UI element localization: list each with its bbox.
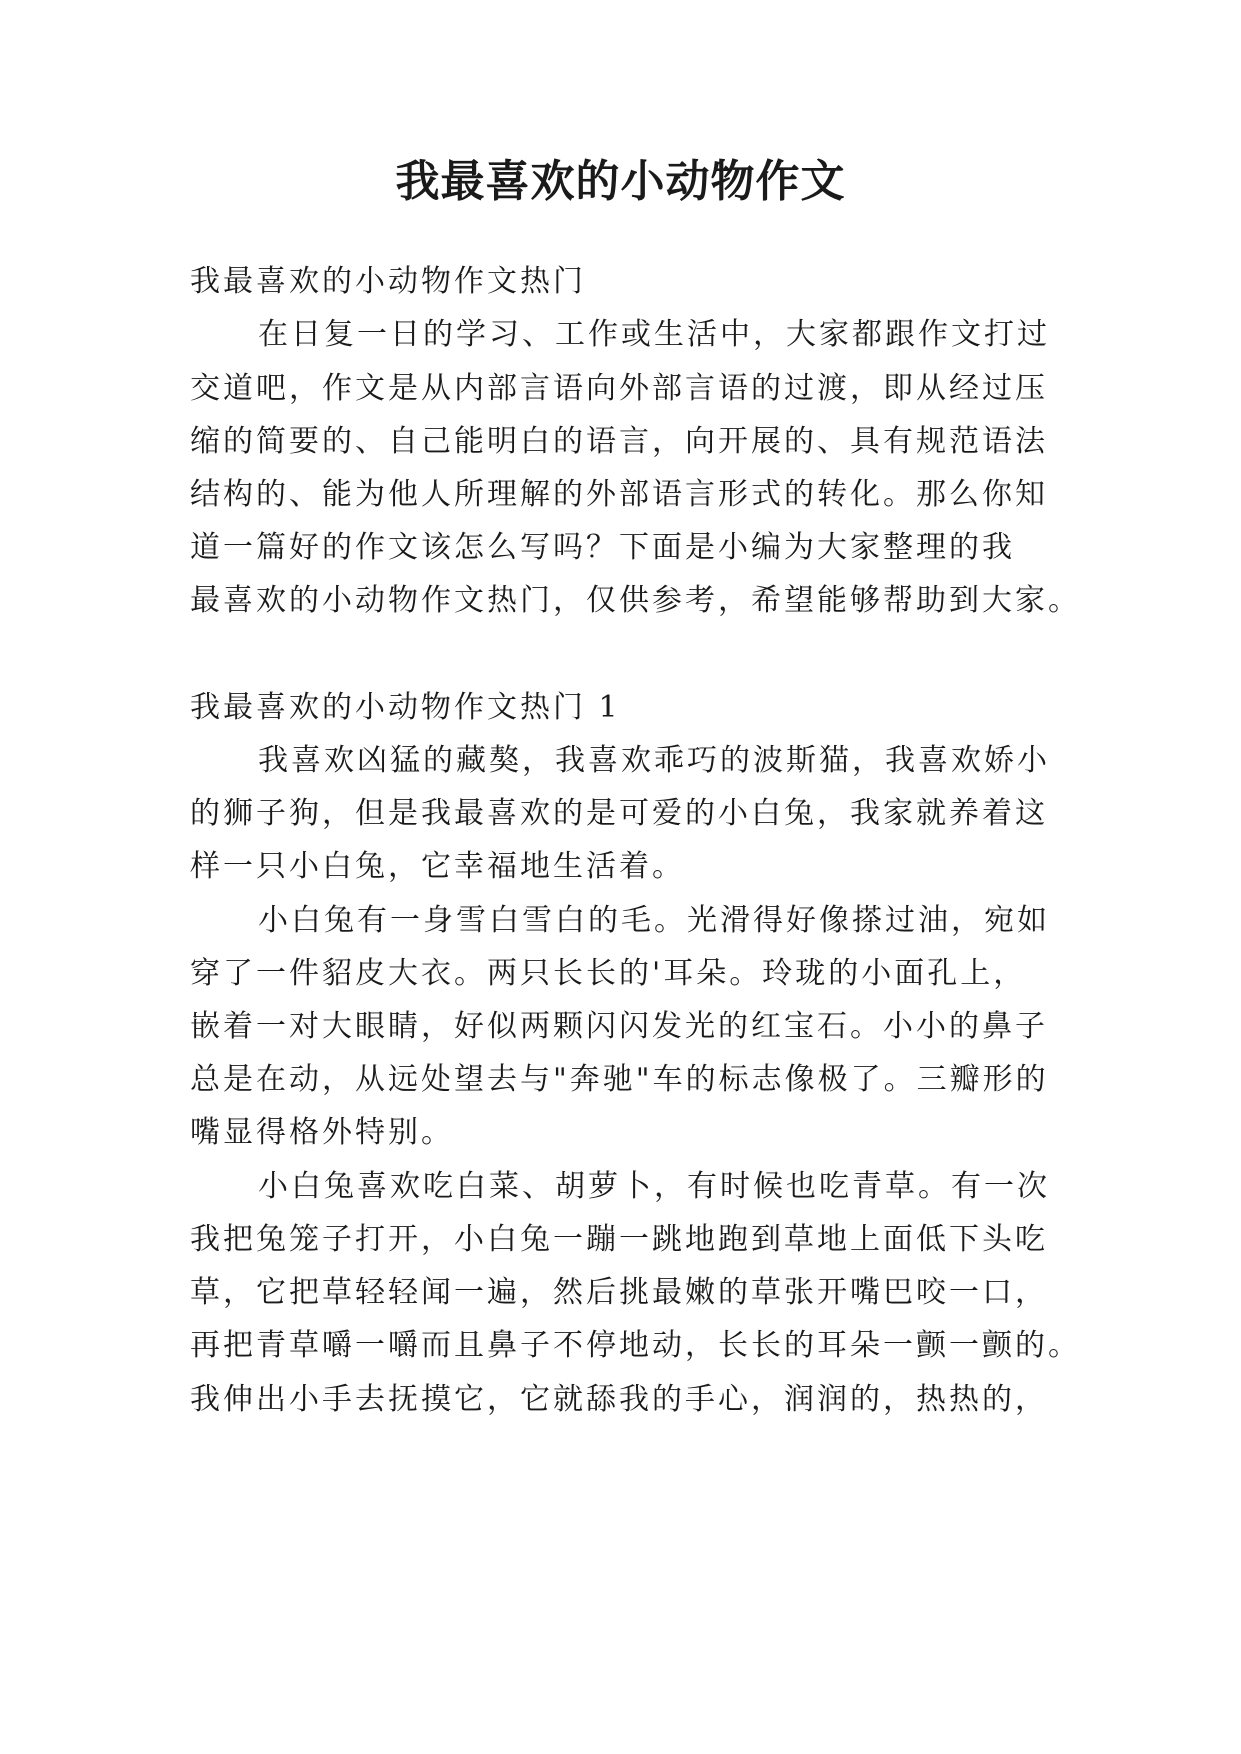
paragraph-line: 道一篇好的作文该怎么写吗？下面是小编为大家整理的我 — [190, 530, 1015, 565]
paragraph-line: 我把兔笼子打开，小白兔一蹦一跳地跑到草地上面低下头吃 — [190, 1222, 1048, 1257]
section-heading-1: 我最喜欢的小动物作文热门 1 — [190, 690, 621, 725]
paragraph-line: 的狮子狗，但是我最喜欢的是可爱的小白兔，我家就养着这 — [190, 796, 1048, 831]
paragraph-line: 我喜欢凶猛的藏獒，我喜欢乖巧的波斯猫，我喜欢娇小 — [258, 743, 1050, 778]
paragraph-line: 嵌着一对大眼睛，好似两颗闪闪发光的红宝石。小小的鼻子 — [190, 1009, 1048, 1044]
paragraph-line: 再把青草嚼一嚼而且鼻子不停地动，长长的耳朵一颤一颤的。 — [190, 1328, 1081, 1363]
paragraph-line: 最喜欢的小动物作文热门，仅供参考，希望能够帮助到大家。 — [190, 583, 1081, 618]
paragraph-line: 总是在动，从远处望去与"奔驰"车的标志像极了。三瓣形的 — [190, 1062, 1049, 1097]
paragraph-line: 样一只小白兔，它幸福地生活着。 — [190, 849, 685, 884]
paragraph-line: 草，它把草轻轻闻一遍，然后挑最嫩的草张开嘴巴咬一口， — [190, 1275, 1048, 1310]
paragraph-line: 小白兔喜欢吃白菜、胡萝卜，有时候也吃青草。有一次 — [258, 1169, 1050, 1204]
paragraph-line: 结构的、能为他人所理解的外部语言形式的转化。那么你知 — [190, 477, 1048, 512]
section-heading-intro: 我最喜欢的小动物作文热门 — [190, 264, 586, 299]
paragraph-line: 我伸出小手去抚摸它，它就舔我的手心，润润的，热热的， — [190, 1382, 1048, 1417]
paragraph-line: 嘴显得格外特别。 — [190, 1115, 454, 1150]
paragraph-line: 穿了一件貂皮大衣。两只长长的'耳朵。玲珑的小面孔上， — [190, 956, 1027, 991]
paragraph-line: 小白兔有一身雪白雪白的毛。光滑得好像搽过油，宛如 — [258, 903, 1050, 938]
paragraph-line: 交道吧，作文是从内部言语向外部言语的过渡，即从经过压 — [190, 371, 1048, 406]
document-title: 我最喜欢的小动物作文 — [395, 156, 846, 207]
paragraph-line: 在日复一日的学习、工作或生活中，大家都跟作文打过 — [258, 317, 1050, 352]
paragraph-line: 缩的简要的、自己能明白的语言，向开展的、具有规范语法 — [190, 424, 1048, 459]
